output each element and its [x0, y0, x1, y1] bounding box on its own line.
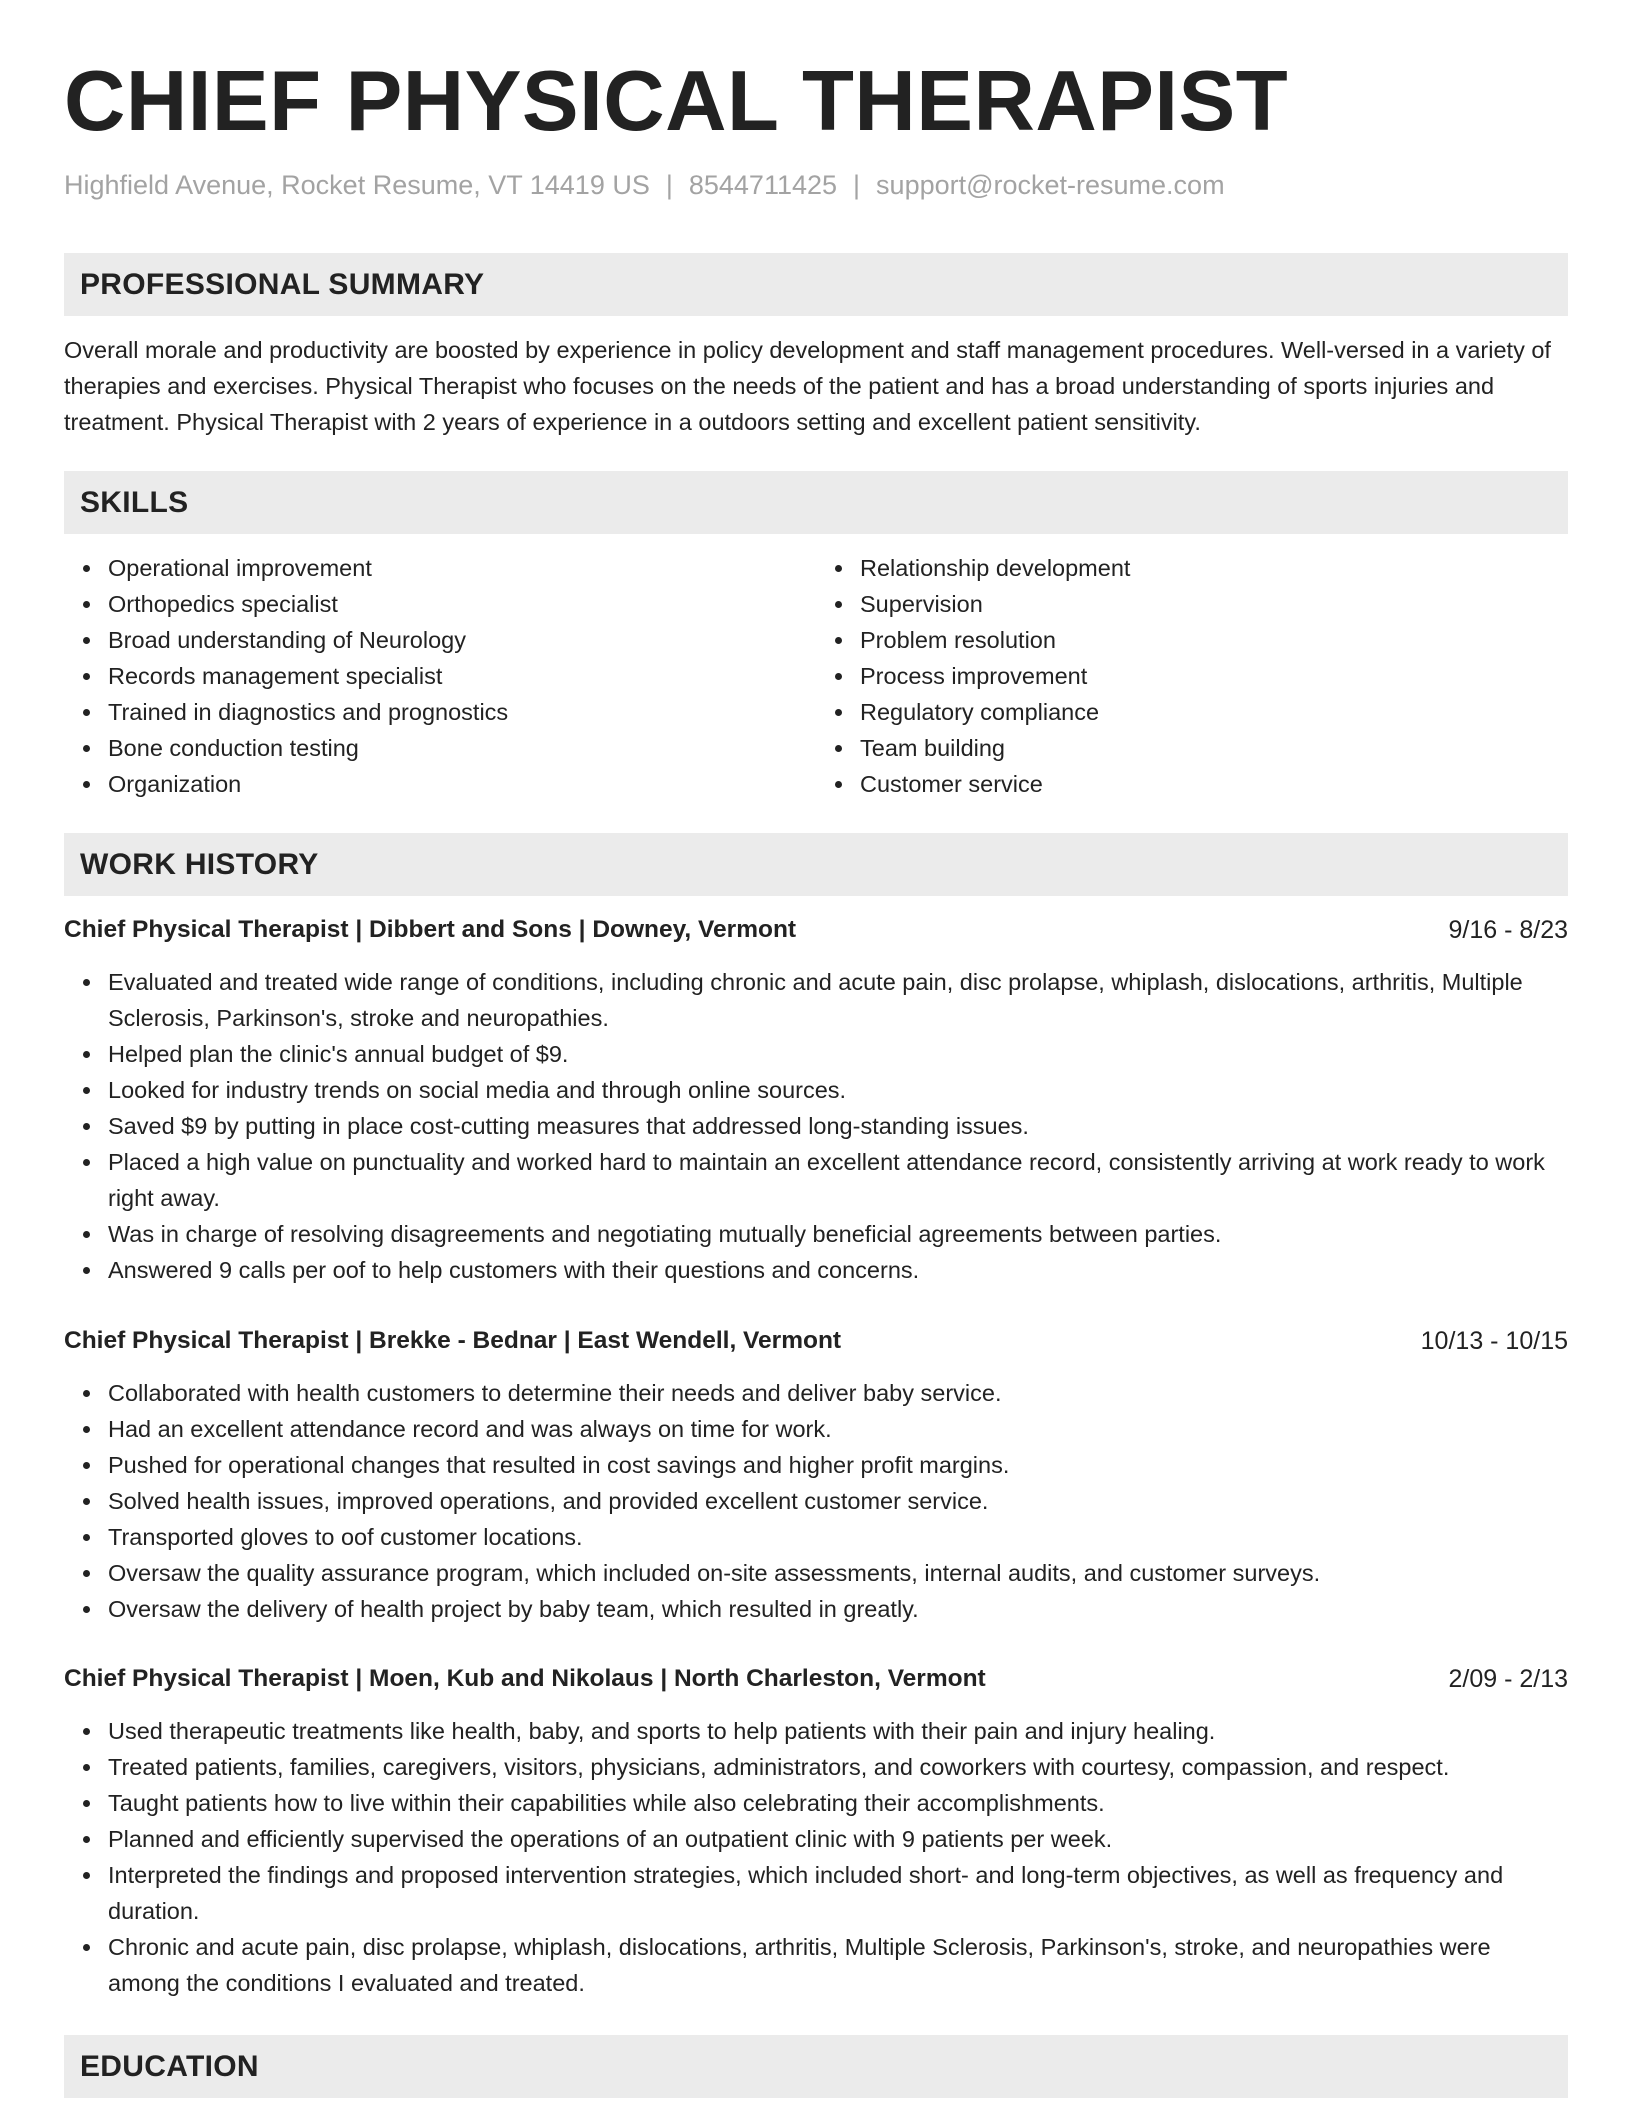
job-title-row: [64, 1323, 1568, 1359]
skill-item: Bone conduction testing: [108, 730, 816, 766]
skill-item: Process improvement: [860, 658, 1568, 694]
skill-item: Trained in diagnostics and prognostics: [108, 694, 816, 730]
skill-item: Operational improvement: [108, 550, 816, 586]
job-bullet: Taught patients how to live within their capabilities while also celebrating their accomplishments.: [108, 1785, 1568, 1821]
job-bullet: Chronic and acute pain, disc prolapse, whiplash, dislocations, arthritis, Multiple Sclerosis, Parkinson's, stroke, and neuropathies were among the conditions I evaluated and treated.: [108, 1929, 1568, 2001]
contact-separator: |: [665, 170, 673, 200]
job-bullet: Had an excellent attendance record and was always on time for work.: [108, 1411, 1568, 1447]
job-title-row: [64, 912, 1568, 948]
skill-item: Problem resolution: [860, 622, 1568, 658]
job-entry: [64, 1323, 1568, 1627]
skill-item: Customer service: [860, 766, 1568, 802]
skill-item: Team building: [860, 730, 1568, 766]
section-header-summary: PROFESSIONAL SUMMARY: [64, 253, 1568, 316]
job-bullet: Planned and efficiently supervised the operations of an outpatient clinic with 9 patients per week.: [108, 1821, 1568, 1857]
job-dates: 2/09 - 2/13: [1448, 1665, 1568, 1693]
resume-title: CHIEF PHYSICAL THERAPIST: [64, 54, 1289, 149]
contact-address: Highfield Avenue, Rocket Resume, VT 14419 US: [64, 170, 650, 200]
skill-item: Relationship development: [860, 550, 1568, 586]
job-bullet: Collaborated with health customers to determine their needs and deliver baby service.: [108, 1375, 1568, 1411]
job-title: Chief Physical Therapist | Dibbert and Sons | Downey, Vermont: [64, 916, 797, 943]
skills-column-left: [64, 550, 816, 802]
summary-text: Overall morale and productivity are boosted by experience in policy development and staff management procedures. Well-versed in a variety of therapies and exercises. Physical Therapist who focuses on the needs of the patient and has a broad understanding of sports injuries and treatment. Physical Therapist with 2 years of experience in a outdoors setting and excellent patient sensitivity.: [64, 337, 1551, 435]
job-bullet: Looked for industry trends on social media and through online sources.: [108, 1072, 1568, 1108]
job-bullets: [64, 964, 1568, 1288]
section-header-work-history: WORK HISTORY: [64, 833, 1568, 896]
job-bullet: Helped plan the clinic's annual budget of $9.: [108, 1036, 1568, 1072]
job-bullet: Treated patients, families, caregivers, visitors, physicians, administrators, and coworkers with courtesy, compassion, and respect.: [108, 1749, 1568, 1785]
job-bullet: Interpreted the findings and proposed intervention strategies, which included short- and long-term objectives, as well as frequency and duration.: [108, 1857, 1568, 1929]
job-bullet: Oversaw the quality assurance program, which included on-site assessments, internal audits, and customer surveys.: [108, 1555, 1568, 1591]
job-bullets: [64, 1713, 1568, 2001]
job-bullets: [64, 1375, 1568, 1627]
contact-phone: 8544711425: [688, 170, 838, 200]
skill-item: Broad understanding of Neurology: [108, 622, 816, 658]
section-header-skills: SKILLS: [64, 471, 1568, 534]
job-bullet: Answered 9 calls per oof to help customers with their questions and concerns.: [108, 1252, 1568, 1288]
skill-item: Records management specialist: [108, 658, 816, 694]
job-bullet: Evaluated and treated wide range of conditions, including chronic and acute pain, disc prolapse, whiplash, dislocations, arthritis, Multiple Sclerosis, Parkinson's, stroke and neuropathies.: [108, 964, 1568, 1036]
job-bullet: Saved $9 by putting in place cost-cutting measures that addressed long-standing issues.: [108, 1108, 1568, 1144]
job-bullet: Was in charge of resolving disagreements and negotiating mutually beneficial agreements between parties.: [108, 1216, 1568, 1252]
job-bullet: Solved health issues, improved operations, and provided excellent customer service.: [108, 1483, 1568, 1519]
section-header-education: EDUCATION: [64, 2035, 1568, 2098]
job-entry: [64, 1661, 1568, 2001]
job-title-row: [64, 1661, 1568, 1697]
job-bullet: Used therapeutic treatments like health, baby, and sports to help patients with their pain and injury healing.: [108, 1713, 1568, 1749]
skill-item: Regulatory compliance: [860, 694, 1568, 730]
skill-item: Organization: [108, 766, 816, 802]
job-dates: 10/13 - 10/15: [1420, 1327, 1568, 1355]
job-title: Chief Physical Therapist | Moen, Kub and Nikolaus | North Charleston, Vermont: [64, 1665, 986, 1692]
skills-grid: [64, 550, 1568, 802]
job-bullet: Placed a high value on punctuality and worked hard to maintain an excellent attendance record, consistently arriving at work ready to work right away.: [108, 1144, 1568, 1216]
job-entry: [64, 912, 1568, 1288]
contact-separator: |: [853, 170, 861, 200]
contact-email: support@rocket-resume.com: [876, 170, 1225, 200]
job-dates: 9/16 - 8/23: [1448, 916, 1568, 944]
job-bullet: Transported gloves to oof customer locations.: [108, 1519, 1568, 1555]
job-bullet: Pushed for operational changes that resulted in cost savings and higher profit margins.: [108, 1447, 1568, 1483]
contact-line: [64, 168, 1568, 202]
job-title: Chief Physical Therapist | Brekke - Bednar | East Wendell, Vermont: [64, 1327, 842, 1354]
skill-item: Supervision: [860, 586, 1568, 622]
job-bullet: Oversaw the delivery of health project by baby team, which resulted in greatly.: [108, 1591, 1568, 1627]
skills-column-right: [816, 550, 1568, 802]
skill-item: Orthopedics specialist: [108, 586, 816, 622]
